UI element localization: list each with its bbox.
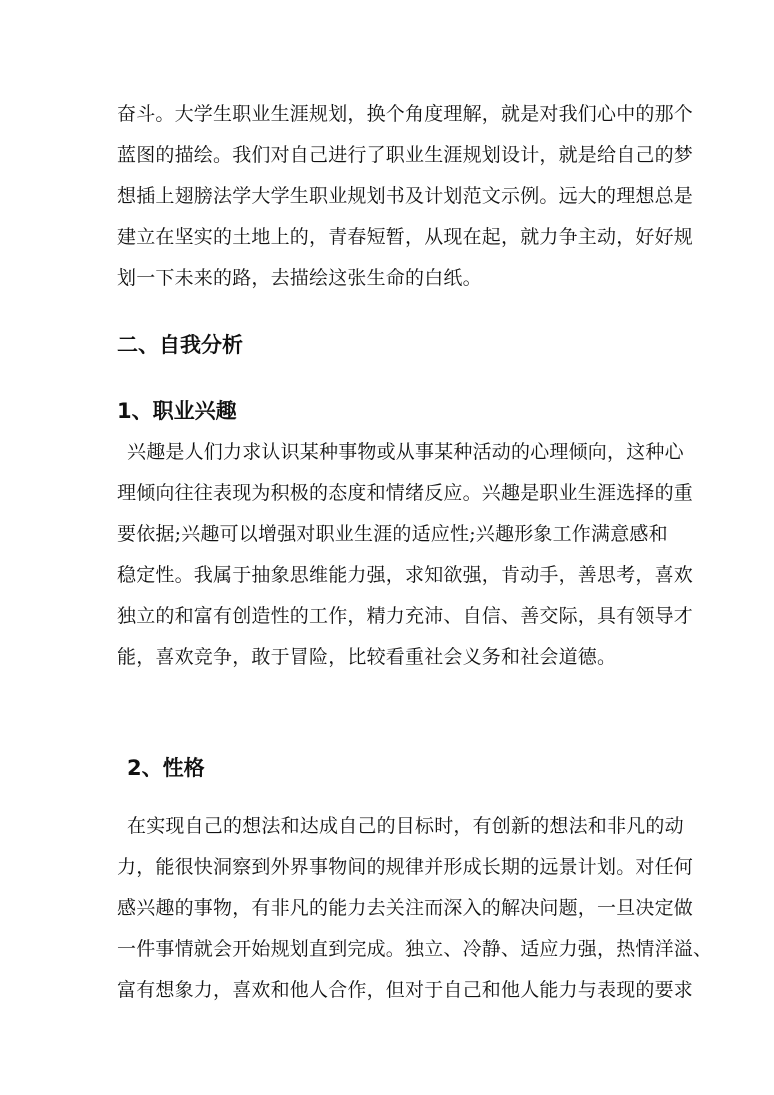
interest-line: 能，喜欢竞争，敢于冒险，比较看重社会义务和社会道德。 — [117, 646, 617, 668]
personality-line: 力，能很快洞察到外界事物间的规律并形成长期的远景计划。对任何 — [117, 856, 694, 878]
personality-line: 一件事情就会开始规划直到完成。独立、冷静、适应力强，热情洋溢、 — [117, 938, 713, 960]
interest-line: 理倾向往往表现为积极的态度和情绪反应。兴趣是职业生涯选择的重 — [117, 482, 694, 504]
intro-paragraph — [117, 94, 694, 299]
interest-line: 独立的和富有创造性的工作，精力充沛、自信、善交际，具有领导才 — [117, 605, 694, 627]
interest-paragraph — [117, 432, 694, 678]
personality-line: 在实现自己的想法和达成自己的目标时，有创新的想法和非凡的动 — [127, 815, 684, 837]
subsection-heading-interest: 1、职业兴趣 — [117, 399, 237, 423]
personality-line: 感兴趣的事物，有非凡的能力去关注而深入的解决问题，一旦决定做 — [117, 897, 694, 919]
intro-line: 奋斗。大学生职业生涯规划，换个角度理解，就是对我们心中的那个 — [117, 103, 694, 125]
interest-line: 兴趣是人们力求认识某种事物或从事某种活动的心理倾向，这种心 — [127, 441, 684, 463]
interest-line: 要依据;兴趣可以增强对职业生涯的适应性;兴趣形象工作满意感和 — [117, 523, 668, 545]
section-heading-self-analysis: 二、自我分析 — [117, 333, 243, 357]
personality-paragraph — [117, 806, 713, 1011]
interest-line: 稳定性。我属于抽象思维能力强，求知欲强，肯动手，善思考，喜欢 — [117, 564, 694, 586]
intro-line: 蓝图的描绘。我们对自己进行了职业生涯规划设计，就是给自己的梦 — [117, 144, 694, 166]
subsection-heading-personality: 2、性格 — [127, 756, 205, 780]
intro-line: 想插上翅膀法学大学生职业规划书及计划范文示例。远大的理想总是 — [117, 185, 694, 207]
personality-line: 富有想象力，喜欢和他人合作，但对于自己和他人能力与表现的要求 — [117, 979, 694, 1001]
intro-line: 划一下未来的路，去描绘这张生命的白纸。 — [117, 267, 482, 289]
intro-line: 建立在坚实的土地上的，青春短暂，从现在起，就力争主动，好好规 — [117, 226, 694, 248]
